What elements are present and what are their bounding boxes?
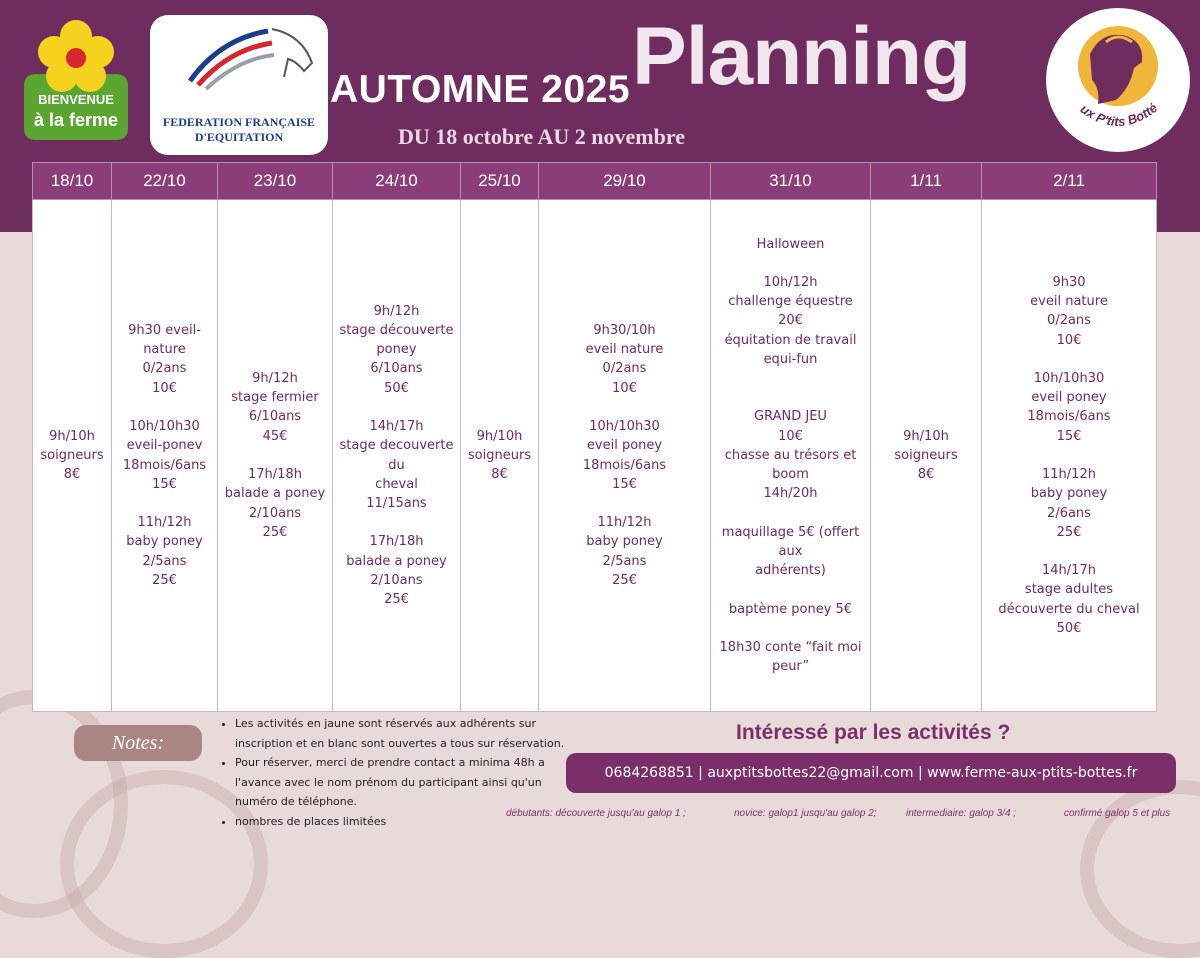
schedule-cell: Halloween 10h/12h challenge équestre 20€ équitation de travail equi-fun GRAND JEU 10€ chasse au trésors et boom 14h/20h maquillage 5€ (offert aux adhérents) baptème poney 5€ 18h30 conte “fait moi peur” [711,200,871,712]
schedule-cell: 9h/12h stage découverte poney 6/10ans 50€ 14h/17h stage decouverte du cheval 11/15ans 17h/18h balade a poney 2/10ans 25€ [333,200,461,712]
column-header: 24/10 [333,163,461,200]
page-title: Planning [632,11,971,102]
schedule-cell: 9h/12h stage fermier 6/10ans 45€ 17h/18h balade a poney 2/10ans 25€ [218,200,333,712]
bienvenue-text: BIENVENUE [38,92,114,107]
note-item: • Les activités en jaune sont réservés aux adhérents sur inscription et en blanc sont ouvertes a tous sur réservation. [235,714,585,753]
table-header-row [33,163,1157,200]
column-header: 1/11 [871,163,982,200]
ffe-line2: D'EQUITATION [194,130,284,144]
column-header: 31/10 [711,163,871,200]
column-header: 22/10 [112,163,218,200]
note-item: • Pour réserver, merci de prendre contact a minima 48h a l'avance avec le nom prénom du participant ainsi qu'un numéro de téléphone. [235,753,585,812]
schedule-cell: 9h30/10h eveil nature 0/2ans 10€ 10h/10h30 eveil poney 18mois/6ans 15€ 11h/12h baby poney 2/5ans 25€ [539,200,711,712]
contact-bar: 0684268851 | auxptitsbottes22@gmail.com | www.ferme-aux-ptits-bottes.fr [566,753,1176,793]
column-header: 25/10 [461,163,539,200]
level-intermediaire: intermediaire: galop 3/4 ; [906,808,1017,819]
ferme-text: à la ferme [33,110,119,130]
column-header: 23/10 [218,163,333,200]
schedule-cell: 9h30 eveil-nature 0/2ans 10€ 10h/10h30 eveil-ponev 18mois/6ans 15€ 11h/12h baby poney 2/5ans 25€ [112,200,218,712]
schedule-cell: 9h/10h soigneurs 8€ [33,200,112,712]
notes-badge: Notes: [74,725,202,761]
club-name: ux P'tits Botté [1077,99,1161,130]
level-confirme: confirmé galop 5 et plus [1064,808,1171,819]
schedule-cell: 9h/10h soigneurs 8€ [871,200,982,712]
ffe-line1: FEDERATION FRANÇAISE [162,115,316,129]
table-row [33,200,1157,712]
note-item: • nombres de places limitées [235,812,585,832]
date-range: DU 18 octobre AU 2 novembre [398,124,685,149]
level-novice: novice: galop1 jusqu'au galop 2; [734,808,877,819]
contact-heading: Intéressé par les activités ? [736,721,1011,744]
club-logo [1046,8,1190,152]
ffe-logo [150,15,328,155]
column-header: 29/10 [539,163,711,200]
column-header: 18/10 [33,163,112,200]
bienvenue-a-la-ferme-logo [20,16,132,144]
season-title: AUTOMNE 2025 [330,68,631,111]
decor-swirl [1080,780,1200,958]
planning-table [32,162,1157,712]
column-header: 2/11 [982,163,1157,200]
level-debutants: débutants: découverte jusqu'au galop 1 ; [506,808,686,819]
schedule-cell: 9h30 eveil nature 0/2ans 10€ 10h/10h30 eveil poney 18mois/6ans 15€ 11h/12h baby poney 2/6ans 25€ 14h/17h stage adultes découverte du cheval 50€ [982,200,1157,712]
schedule-cell: 9h/10h soigneurs 8€ [461,200,539,712]
